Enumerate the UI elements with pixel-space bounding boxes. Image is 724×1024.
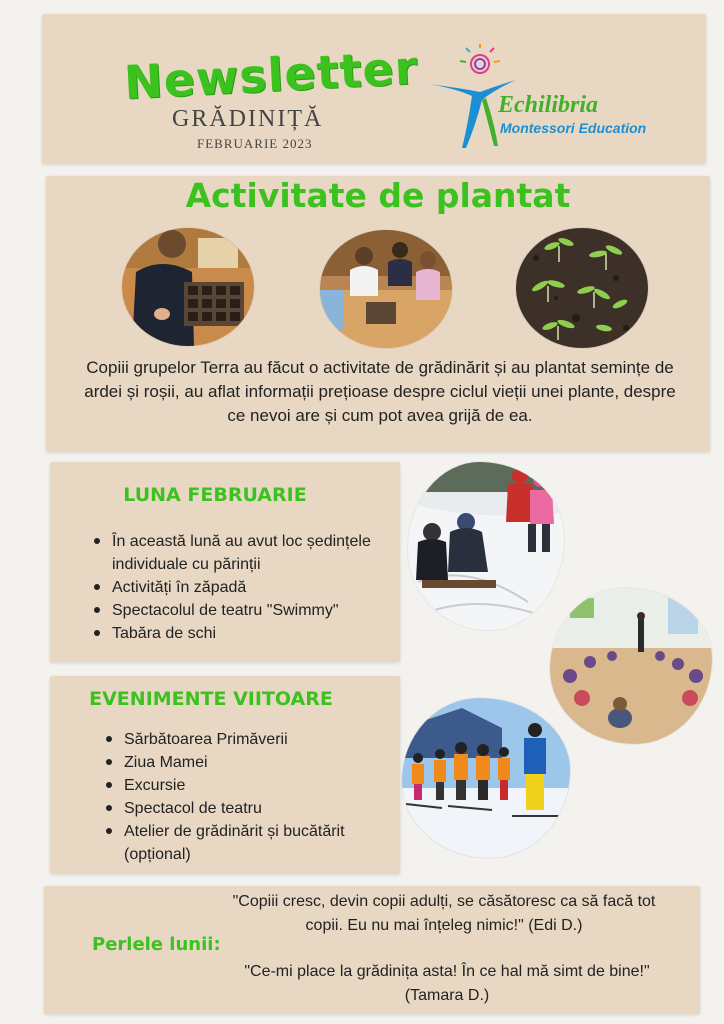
list-item: Atelier de grădinărit și bucătărit (opțional) — [102, 820, 392, 866]
planting-title: Activitate de plantat — [185, 176, 571, 215]
upcoming-list — [102, 728, 392, 866]
list-item: Activități în zăpadă — [90, 576, 390, 599]
list-item: Sărbătoarea Primăverii — [102, 728, 392, 751]
photo-ski-camp — [402, 698, 570, 858]
february-list — [90, 530, 390, 645]
upcoming-section — [50, 676, 400, 874]
brand-name: Echilibria — [498, 92, 599, 118]
pearls-label: Perlele lunii: — [92, 934, 221, 955]
newsletter-subtitle: GRĂDINIȚĂ — [172, 106, 324, 132]
list-item: În această lună au avut loc ședințele individuale cu părinții — [90, 530, 390, 576]
photo-snow-activity — [408, 462, 564, 630]
list-item: Excursie — [102, 774, 392, 797]
newsletter-header — [42, 14, 706, 164]
list-item: Spectacol de teatru — [102, 797, 392, 820]
upcoming-title: EVENIMENTE VIITOARE — [89, 688, 333, 710]
photo-seedlings — [516, 228, 648, 348]
list-item: Spectacolul de teatru "Swimmy" — [90, 599, 390, 622]
list-item: Tabăra de schi — [90, 622, 390, 645]
newsletter-title: Newsletter — [122, 40, 420, 110]
february-section — [50, 462, 400, 662]
photo-children-table — [320, 230, 452, 348]
photo-classroom-circle — [550, 588, 712, 744]
quote-tamara: "Ce-mi place la grădinița asta! În ce hal mă simt de bine!" (Tamara D.) — [244, 963, 650, 1004]
planting-section — [46, 176, 710, 452]
february-title: LUNA FEBRUARIE — [123, 484, 307, 506]
photo-boy-seed-tray — [122, 228, 254, 346]
newsletter-month: FEBRUARIE 2023 — [197, 136, 313, 151]
brand-subtitle: Montessori Education — [500, 120, 647, 136]
pearls-section — [44, 886, 700, 1014]
quote-edi: "Copiii cresc, devin copii adulți, se căsătoresc ca să facă tot copii. Eu nu mai înțeleg nimic!" (Edi D.) — [232, 893, 656, 934]
planting-description: Copiii grupelor Terra au făcut o activitate de grădinărit și au plantat semințe de ardei și roșii, au aflat informații prețioase despre ciclul vieții unei plante, despre ce nevoi are și cum pot avea grijă de ea. — [84, 358, 676, 425]
list-item: Ziua Mamei — [102, 751, 392, 774]
